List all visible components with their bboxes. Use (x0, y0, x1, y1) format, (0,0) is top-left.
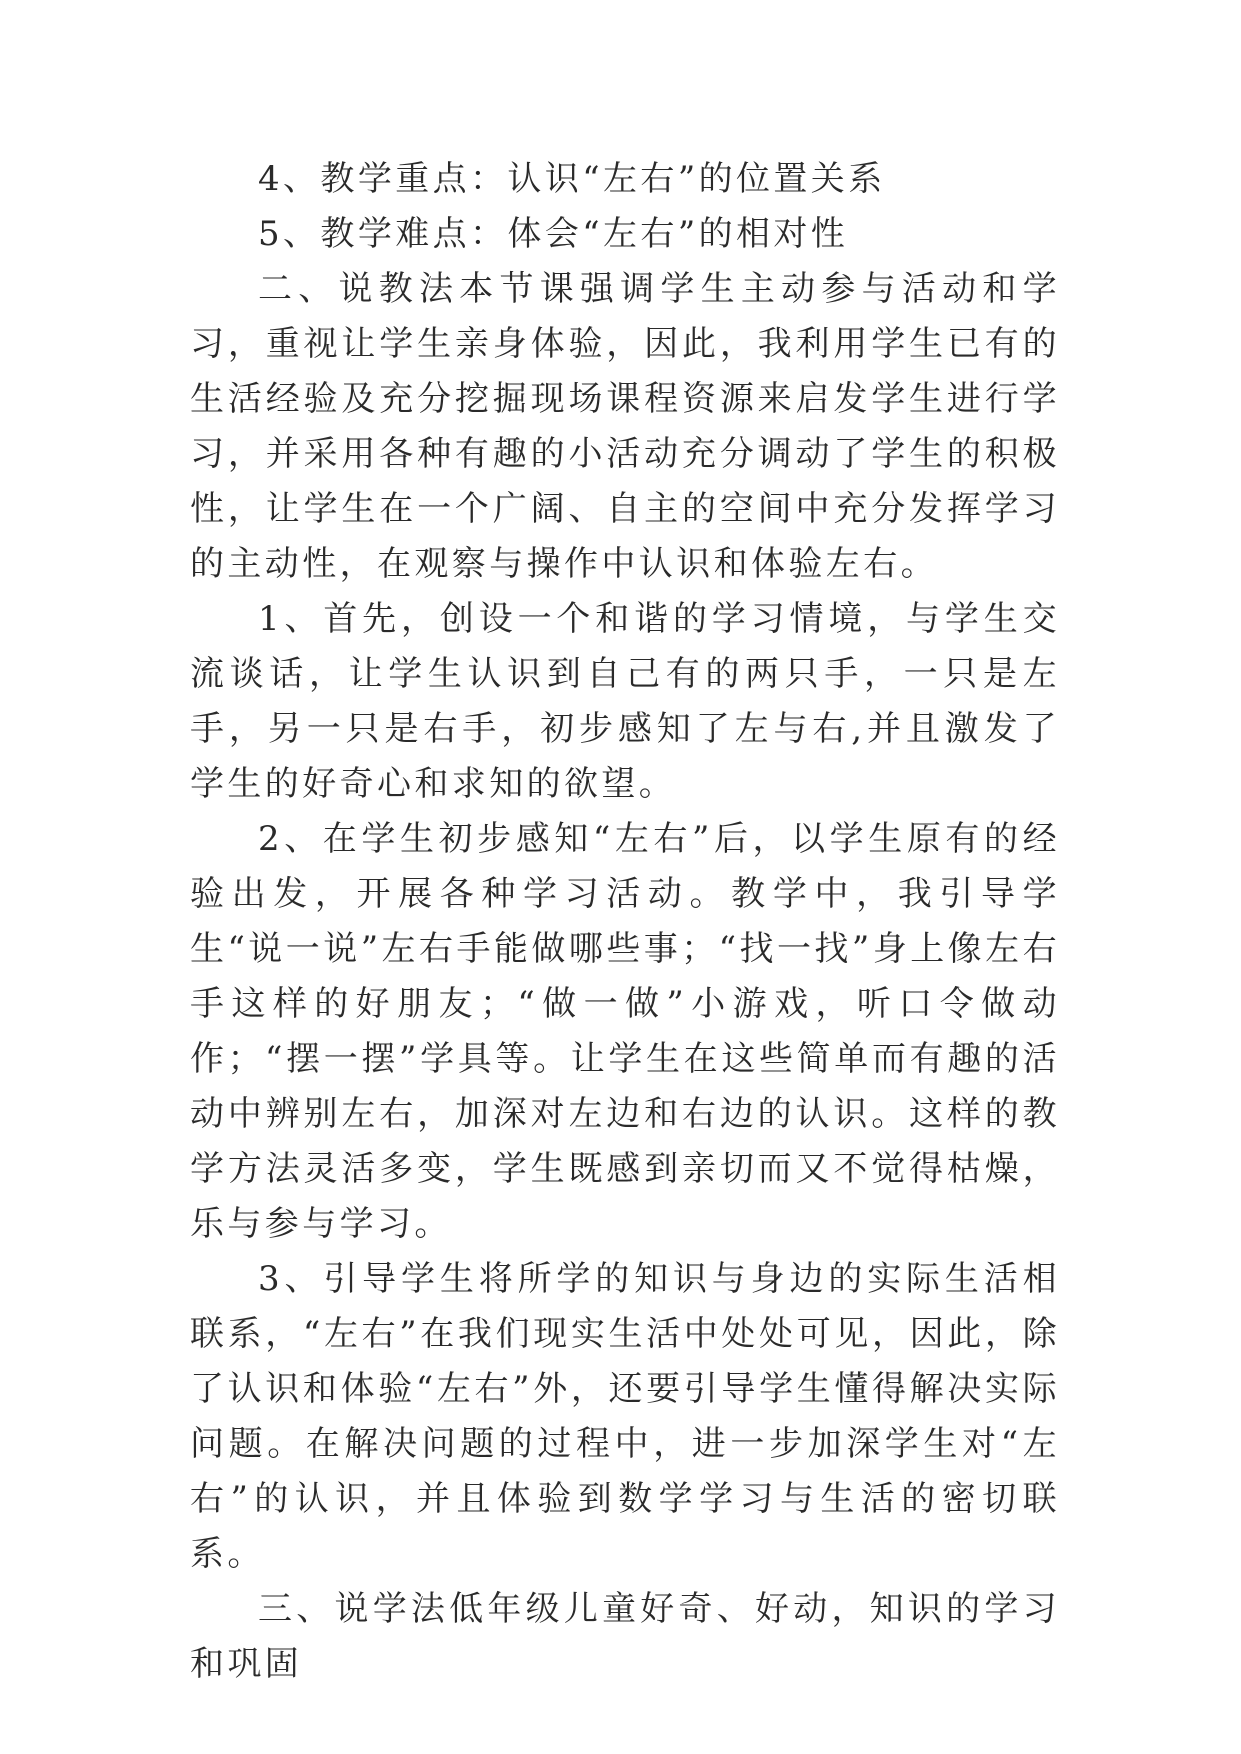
paragraph-teaching-difficulty: 5、教学难点：体会“左右”的相对性 (258, 214, 849, 254)
paragraph-method-step-3: 3、引导学生将所学的知识与身边的实际生活相联系，“左右”在我们现实生活中处处可见，因此，除了认识和体验“左右”外，还要引导学生懂得解决实际问题。在解决问题的过程中，进一步加深学生对“左右”的认识，并且体验到数学学习与生活的密切联系。 (190, 1259, 1060, 1574)
document-body (190, 152, 1060, 1692)
paragraph-method-step-2: 2、在学生初步感知“左右”后，以学生原有的经验出发，开展各种学习活动。教学中，我引导学生“说一说”左右手能做哪些事；“找一找”身上像左右手这样的好朋友；“做一做”小游戏，听口令做动作；“摆一摆”学具等。让学生在这些简单而有趣的活动中辨别左右，加深对左边和右边的认识。这样的教学方法灵活多变，学生既感到亲切而又不觉得枯燥，乐与参与学习。 (190, 819, 1060, 1244)
paragraph-teaching-focus: 4、教学重点：认识“左右”的位置关系 (258, 159, 886, 199)
paragraph-learning-method: 三、说学法低年级儿童好奇、好动，知识的学习和巩固 (190, 1589, 1060, 1684)
paragraph-method-step-1: 1、首先，创设一个和谐的学习情境，与学生交流谈话，让学生认识到自己有的两只手，一只是左手，另一只是右手，初步感知了左与右,并且激发了学生的好奇心和求知的欲望。 (190, 599, 1060, 804)
paragraph-teaching-method: 二、说教法本节课强调学生主动参与活动和学习，重视让学生亲身体验，因此，我利用学生已有的生活经验及充分挖掘现场课程资源来启发学生进行学习，并采用各种有趣的小活动充分调动了学生的积极性，让学生在一个广阔、自主的空间中充分发挥学习的主动性，在观察与操作中认识和体验左右。 (190, 269, 1060, 584)
